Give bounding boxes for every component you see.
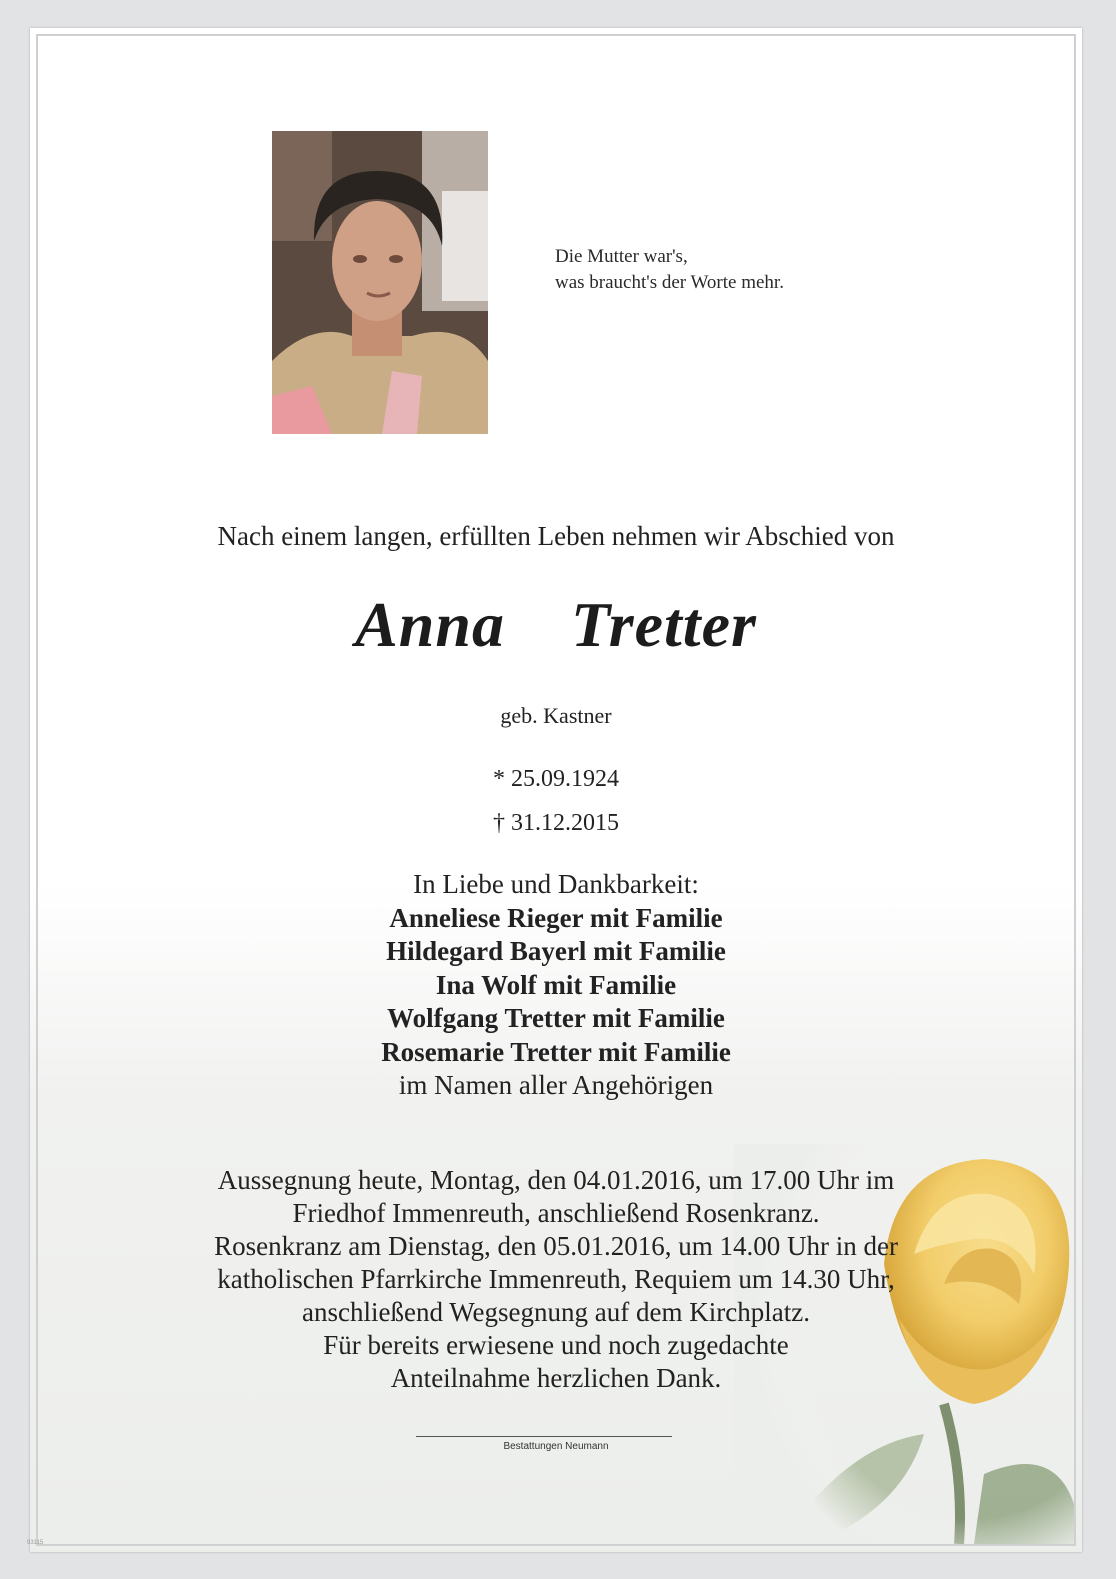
- deceased-name: Anna Tretter: [355, 589, 757, 660]
- mourner-name: Wolfgang Tretter mit Familie: [387, 1003, 725, 1033]
- service-line: anschließend Wegsegnung auf dem Kirchplatz.: [302, 1297, 810, 1327]
- mourner-name: Rosemarie Tretter mit Familie: [381, 1036, 731, 1067]
- mourner-name: Anneliese Rieger mit Familie: [389, 902, 723, 933]
- service-line: katholischen Pfarrkirche Immenreuth, Requiem um 14.30 Uhr,: [217, 1264, 895, 1294]
- service-line: Rosenkranz am Dienstag, den 05.01.2016, um 14.00 Uhr in der: [214, 1231, 898, 1261]
- quote-line: Die Mutter war's,: [555, 246, 688, 267]
- signature-divider: [416, 1436, 672, 1437]
- mourners-heading: In Liebe und Dankbarkeit:: [413, 869, 699, 899]
- mourner-name: Ina Wolf mit Familie: [435, 969, 677, 1000]
- portrait-photo: [272, 131, 488, 434]
- service-line: Anteilnahme herzlichen Dank.: [390, 1363, 722, 1393]
- service-details: [30, 1164, 1082, 1395]
- mourner-name: Hildegard Bayerl mit Familie: [386, 936, 726, 966]
- obituary-card: [30, 28, 1082, 1552]
- birth-date: * 25.09.1924: [493, 766, 619, 792]
- mourners-closing: im Namen aller Angehörigen: [398, 1070, 714, 1100]
- mourners-block: [30, 868, 1082, 1103]
- service-line: Friedhof Immenreuth, anschließend Rosenkranz.: [292, 1198, 820, 1228]
- footer-code: 93115: [27, 1540, 44, 1546]
- service-line: Aussegnung heute, Montag, den 04.01.2016, um 17.00 Uhr im: [217, 1165, 895, 1195]
- memorial-quote: [555, 244, 784, 296]
- funeral-home-signature: Bestattungen Neumann: [503, 1441, 609, 1452]
- death-date: † 31.12.2015: [493, 810, 619, 836]
- maiden-name: geb. Kastner: [500, 703, 612, 728]
- intro-text: Nach einem langen, erfüllten Leben nehmen wir Abschied von: [217, 521, 895, 551]
- quote-line: was braucht's der Worte mehr.: [555, 272, 784, 293]
- service-line: Für bereits erwiesene und noch zugedachte: [323, 1330, 789, 1360]
